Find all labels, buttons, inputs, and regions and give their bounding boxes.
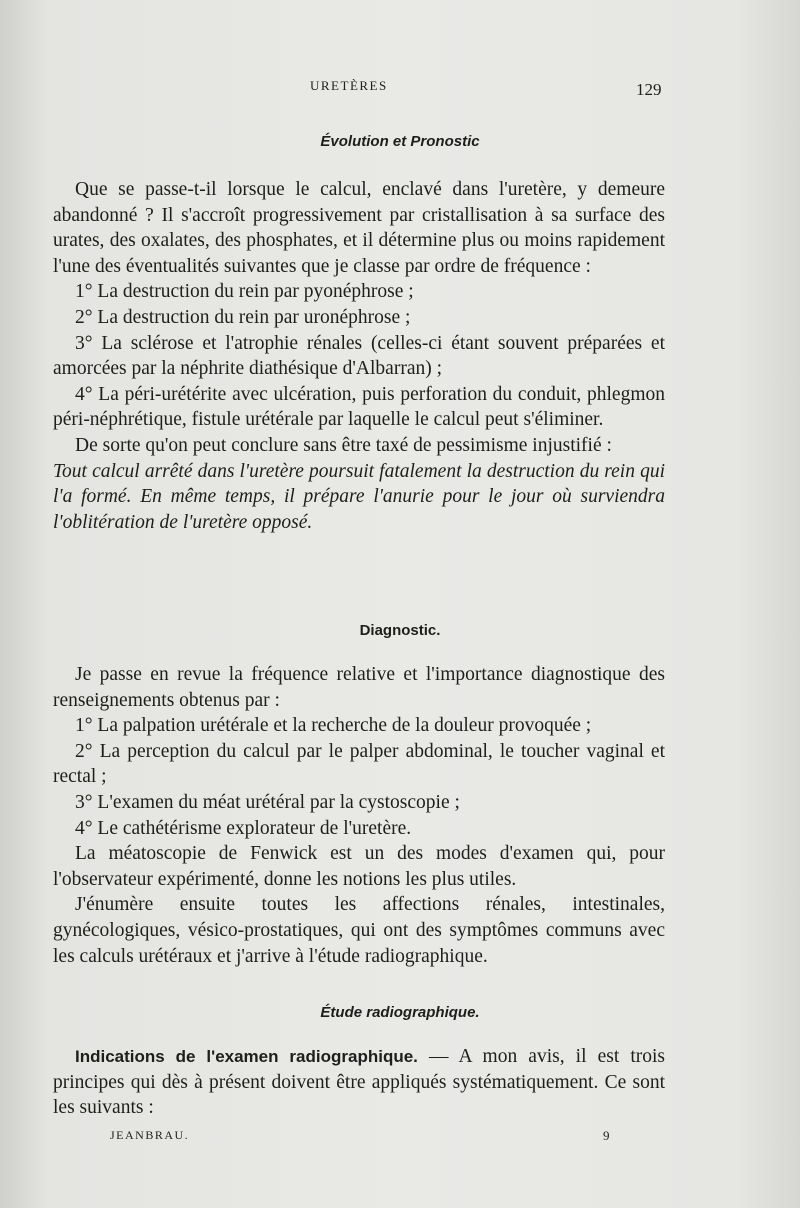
radio-paragraph [53,1044,665,1121]
evolution-item-3: 3° La sclérose et l'atrophie rénales (celles-ci étant souvent préparées et amorcées par la néphrite diathésique d'Albarran) ; [53,332,665,380]
radio-text: — A mon avis, il est trois principes qui dès à présent doivent être appliqués systématiquement. Ce sont les suivants : [53,1046,665,1119]
evolution-italic-statement: Tout calcul arrêté dans l'uretère poursuit fatalement la destruction du rein qui l'a formé. En même temps, il prépare l'anurie pour le jour où surviendra l'oblitération de l'uretère opposé. [53,460,665,533]
diagnostic-item-4: 4° Le cathétérisme explorateur de l'uretère. [75,817,412,839]
diagnostic-item-3: 3° L'examen du méat urétéral par la cystoscopie ; [75,791,460,813]
footer-signature: 9 [603,1128,610,1143]
diagnostic-section [53,662,665,969]
evolution-item-2: 2° La destruction du rein par uronéphrose ; [75,306,411,328]
page-header [0,78,800,98]
section-title-radiographique: Étude radiographique. [320,1004,480,1021]
diagnostic-paragraph-affections: J'énumère ensuite toutes les affections rénales, intestinales, gynécologiques, vésico-prostatiques, qui ont des symptômes communs avec les calculs urétéraux et j'arrive à l'étude radiographique. [53,894,665,967]
diagnostic-item-2: 2° La perception du calcul par le palper abdominal, le toucher vaginal et rectal ; [53,740,665,788]
evolution-conclusion: De sorte qu'on peut conclure sans être taxé de pessimisme injustifié : [75,434,612,456]
evolution-item-1: 1° La destruction du rein par pyonéphrose ; [75,281,414,303]
section-title-evolution: Évolution et Pronostic [320,133,480,150]
radio-lead-in: Indications de l'examen radiographique. [75,1047,418,1066]
diagnostic-item-1: 1° La palpation urétérale et la recherche de la douleur provoquée ; [75,715,592,737]
running-title: URETÈRES [310,78,388,93]
page-footer [0,1128,800,1148]
evolution-item-4: 4° La péri-urétérite avec ulcération, puis perforation du conduit, phlegmon péri-néphrétique, fistule urétérale par laquelle le calcul peut s'éliminer. [53,383,665,431]
diagnostic-intro: Je passe en revue la fréquence relative et l'importance diagnostique des renseignements obtenus par : [53,664,665,711]
diagnostic-paragraph-fenwick: La méatoscopie de Fenwick est un des modes d'examen qui, pour l'observateur expérimenté, donne les notions les plus utiles. [53,843,665,890]
section-title-diagnostic: Diagnostic. [359,622,441,639]
evolution-paragraph: Que se passe-t-il lorsque le calcul, enclavé dans l'uretère, y demeure abandonné ? Il s'accroît progressivement par cristallisation à sa surface des urates, des oxalates, des phosphates, et il détermine plus ou moins rapidement l'une des éventualités suivantes que je classe par ordre de fréquence : [53,179,665,277]
radio-section [53,1044,665,1121]
page-number: 129 [636,80,662,99]
evolution-section [53,177,665,535]
footer-author: JEANBRAU. [110,1128,190,1142]
